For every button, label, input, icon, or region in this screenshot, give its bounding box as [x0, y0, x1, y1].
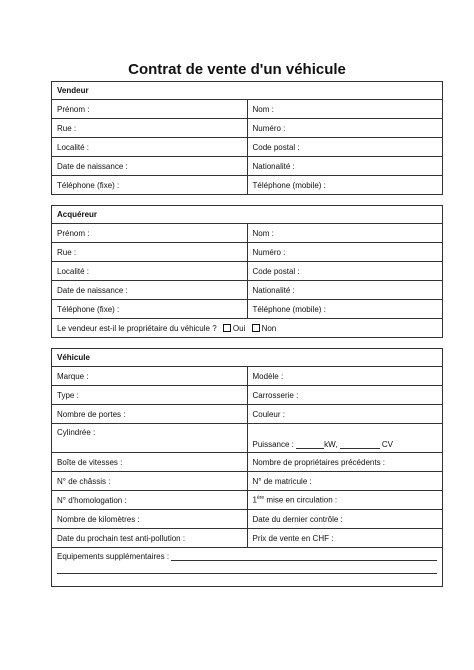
nombre-proprietaires-field[interactable]: Nombre de propriétaires précédents :: [247, 453, 443, 472]
vendeur-telephone-fixe-field[interactable]: Téléphone (fixe) :: [52, 176, 248, 195]
kw-unit: kW,: [324, 440, 338, 449]
acquereur-telephone-fixe-field[interactable]: Téléphone (fixe) :: [52, 300, 248, 319]
first-superscript: ère: [256, 495, 265, 502]
test-anti-pollution-field[interactable]: Date du prochain test anti-pollution :: [52, 529, 248, 548]
equipements-line-1[interactable]: [171, 560, 437, 561]
owner-question-label: Le vendeur est-il le propriétaire du véhicule ?: [57, 323, 217, 333]
cylindree-field[interactable]: Cylindrée :: [52, 424, 248, 453]
vendeur-localite-field[interactable]: Localité :: [52, 138, 248, 157]
acquereur-numero-field[interactable]: Numéro :: [247, 243, 443, 262]
first-number: 1: [252, 495, 257, 505]
cv-unit: CV: [381, 440, 394, 449]
acquereur-date-naissance-field[interactable]: Date de naissance :: [52, 281, 248, 300]
vendeur-date-naissance-field[interactable]: Date de naissance :: [52, 157, 248, 176]
type-field[interactable]: Type :: [52, 386, 248, 405]
acquereur-telephone-mobile-field[interactable]: Téléphone (mobile) :: [247, 300, 443, 319]
section-header: Acquéreur: [52, 206, 443, 224]
page-title: Contrat de vente d'un véhicule: [128, 61, 346, 78]
acquereur-code-postal-field[interactable]: Code postal :: [247, 262, 443, 281]
vendeur-telephone-mobile-field[interactable]: Téléphone (mobile) :: [247, 176, 443, 195]
couleur-field[interactable]: Couleur :: [247, 405, 443, 424]
vendeur-prenom-field[interactable]: Prénom :: [52, 100, 248, 119]
chassis-field[interactable]: N° de châssis :: [52, 472, 248, 491]
modele-field[interactable]: Modèle :: [247, 367, 443, 386]
premiere-mise-circulation-field[interactable]: [247, 491, 443, 510]
section-header: Véhicule: [52, 349, 443, 367]
vendeur-code-postal-field[interactable]: Code postal :: [247, 138, 443, 157]
puissance-label: Puissance :: [252, 440, 294, 449]
equipements-line-2[interactable]: [57, 563, 437, 574]
vendeur-numero-field[interactable]: Numéro :: [247, 119, 443, 138]
homologation-field[interactable]: N° d'homologation :: [52, 491, 248, 510]
dernier-controle-field[interactable]: Date du dernier contrôle :: [247, 510, 443, 529]
acquereur-localite-field[interactable]: Localité :: [52, 262, 248, 281]
vendeur-nationalite-field[interactable]: Nationalité :: [247, 157, 443, 176]
equipements-field[interactable]: [52, 548, 443, 587]
first-rest-label: mise en circulation :: [266, 495, 338, 505]
equipements-label: Equipements supplémentaires :: [57, 552, 170, 561]
oui-checkbox[interactable]: [223, 324, 231, 332]
kilometres-field[interactable]: Nombre de kilomètres :: [52, 510, 248, 529]
acquereur-prenom-field[interactable]: Prénom :: [52, 224, 248, 243]
acquereur-nom-field[interactable]: Nom :: [247, 224, 443, 243]
acquereur-rue-field[interactable]: Rue :: [52, 243, 248, 262]
prix-vente-field[interactable]: Prix de vente en CHF :: [247, 529, 443, 548]
puissance-kw-blank[interactable]: [296, 448, 324, 449]
marque-field[interactable]: Marque :: [52, 367, 248, 386]
puissance-field[interactable]: [247, 424, 443, 453]
vehicule-section: [51, 348, 443, 587]
section-header: Vendeur: [52, 82, 443, 100]
owner-question-row: [52, 319, 443, 338]
non-checkbox[interactable]: [252, 324, 260, 332]
vendeur-nom-field[interactable]: Nom :: [247, 100, 443, 119]
acquereur-nationalite-field[interactable]: Nationalité :: [247, 281, 443, 300]
oui-label: Oui: [232, 323, 246, 333]
nombre-portes-field[interactable]: Nombre de portes :: [52, 405, 248, 424]
matricule-field[interactable]: N° de matricule :: [247, 472, 443, 491]
non-label: Non: [261, 323, 277, 333]
carrosserie-field[interactable]: Carrosserie :: [247, 386, 443, 405]
vendeur-section: [51, 81, 443, 195]
puissance-cv-blank[interactable]: [340, 448, 380, 449]
boite-vitesses-field[interactable]: Boîte de vitesses :: [52, 453, 248, 472]
acquereur-section: [51, 205, 443, 338]
vendeur-rue-field[interactable]: Rue :: [52, 119, 248, 138]
